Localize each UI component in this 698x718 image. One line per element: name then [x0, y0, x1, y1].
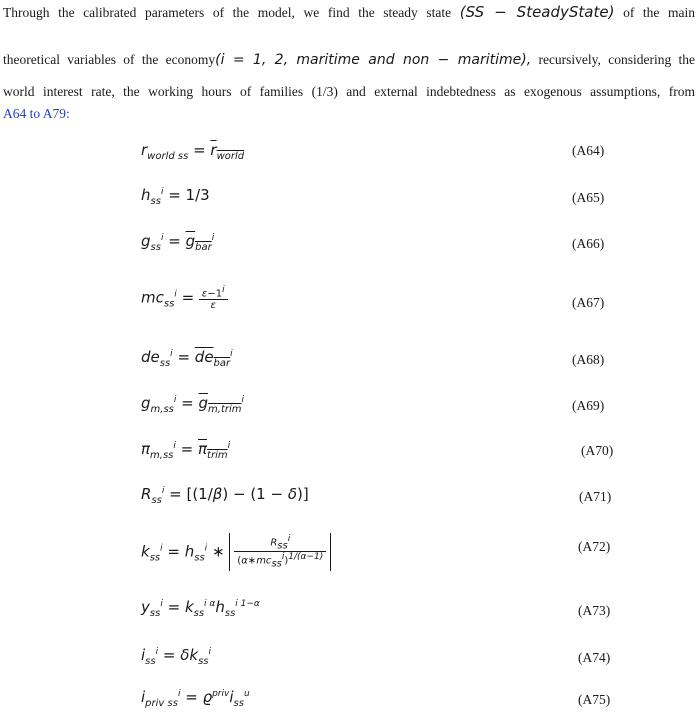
- equation-a66: $g_{ss}^i = g_{bar}^i$: [141, 232, 215, 253]
- equation-a64: $r_{world ss} = r_{world}$: [141, 141, 245, 162]
- intro-text: recursively, considering the: [538, 52, 695, 67]
- equation-a65: $h_{ss}^i = 1/3$: [141, 186, 210, 207]
- equation-label: (A72): [578, 539, 611, 554]
- equation-label: (A70): [581, 443, 614, 458]
- equation-a69: $g_{m,ss}^i = g_{m,trim}^i$: [141, 394, 245, 415]
- intro-line-1: [3, 3, 695, 22]
- intro-text: Through the calibrated parameters of the model, we find the steady state: [3, 5, 452, 20]
- equation-a74: $i_{ss}^i = \delta k_{ss}^i$: [141, 646, 212, 667]
- intro-line-2: [3, 51, 695, 69]
- equation-label: (A69): [572, 398, 605, 413]
- equation-a75: $i_{priv ss}^i = ϱ^{priv}i_{ss}^u$: [141, 688, 250, 709]
- equation-a72: $k_{ss}^i = h_{ss}^i$ ∗ $\frac{R_{ss}^i}{(\alpha∗mc_{ss}^i)^{1/(\alpha-1)}}$: [141, 533, 331, 559]
- equation-label: (A75): [578, 692, 611, 707]
- index-notation: (i = 1, 2, maritime and non − maritime),: [215, 52, 532, 68]
- intro-text: of the main: [623, 5, 696, 20]
- intro-line-3: world interest rate, the working hours of families (1/3) and external indebtedness as exogenous assumptions, from: [3, 84, 695, 99]
- equation-a70: $\pi_{m,ss}^i = \pi_{trim}^i$: [141, 440, 231, 461]
- equation-label: (A66): [572, 236, 605, 251]
- equation-label: (A65): [572, 190, 605, 205]
- steady-state-notation: (SS − SteadyState): [459, 3, 615, 21]
- equation-label: (A71): [579, 489, 612, 504]
- equation-a73: $y_{ss}^i = k_{ss}^{i \alpha}h_{ss}^{i 1-\alpha}$: [141, 598, 260, 619]
- intro-text: theoretical variables of the economy: [3, 52, 216, 67]
- equation-a71: $R_{ss}^i = [(1/\beta) - (1 - \delta)]$: [141, 485, 309, 506]
- equation-label: (A67): [572, 295, 605, 310]
- equation-a67: $mc_{ss}^i$ = $\frac{\varepsilon-1^i}{\varepsilon}$: [141, 285, 228, 311]
- equation-a68: $de_{ss}^i = de_{bar}^i$: [141, 348, 233, 369]
- equation-label: (A73): [578, 603, 611, 618]
- equation-label: (A74): [578, 650, 611, 665]
- equation-label: (A64): [572, 143, 605, 158]
- equation-reference-link[interactable]: A64 to A79:: [3, 106, 70, 121]
- equation-label: (A68): [572, 352, 605, 367]
